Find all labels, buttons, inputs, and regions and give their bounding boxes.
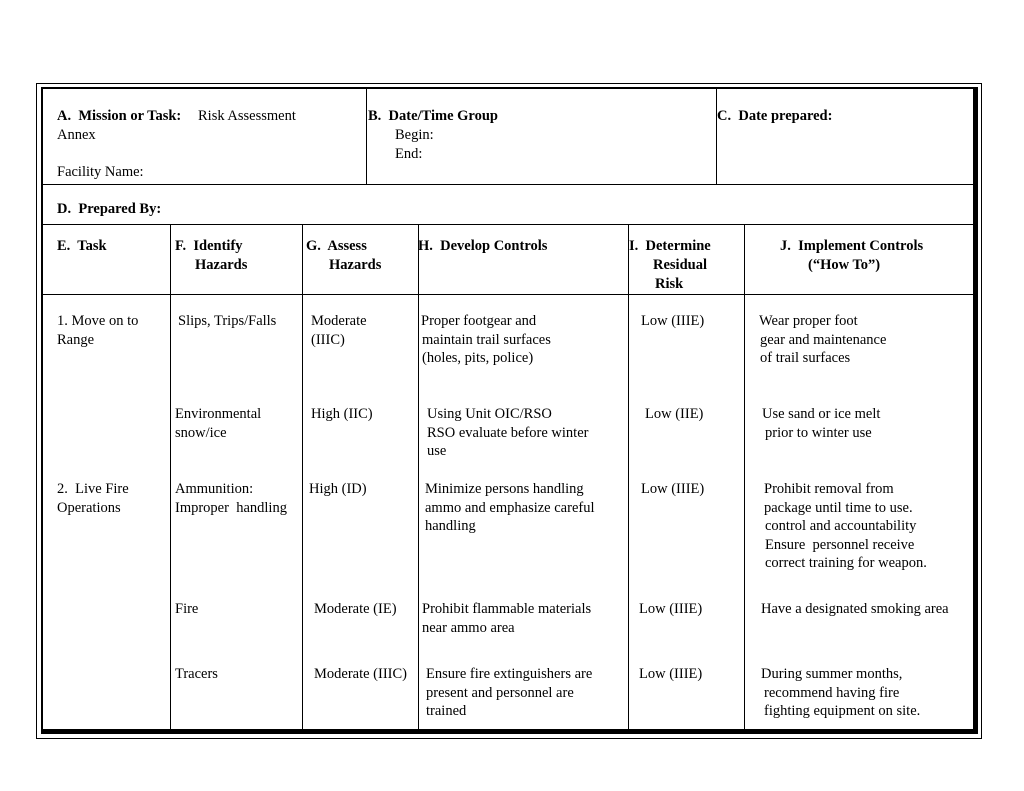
begin-label: Begin: <box>395 127 434 143</box>
col-assess-line2: Hazards <box>329 257 382 273</box>
end-label: End: <box>395 146 423 162</box>
cell-residual: Low (IIIE) <box>639 601 703 617</box>
cell-task: Range <box>57 331 95 348</box>
cell-implement: control and accountability <box>765 518 917 534</box>
col-hazards-line2: Hazards <box>195 257 248 273</box>
cell-hazard: Fire <box>175 601 199 617</box>
cell-controls: use <box>427 443 447 459</box>
cell-controls: Ensure fire extinguishers are <box>426 666 593 682</box>
cell-implement: Prohibit removal from <box>764 481 894 497</box>
cell-assess: Moderate <box>311 313 367 329</box>
date-time-group-label: B. Date/Time Group <box>368 108 498 124</box>
cell-controls: ammo and emphasize careful <box>425 499 595 516</box>
cell-residual: Low (IIIE) <box>641 481 705 497</box>
cell-implement: Use sand or ice melt <box>762 406 881 422</box>
cell-assess: High (IIC) <box>311 406 373 422</box>
mission-label: A. Mission or Task: <box>57 108 182 124</box>
cell-assess: Moderate (IIIC) <box>314 666 407 682</box>
prepared-by-label: D. Prepared By: <box>57 201 162 217</box>
col-controls: H. Develop Controls <box>418 238 548 254</box>
col-residual-line3: Risk <box>655 276 684 292</box>
mission-value-line2: Annex <box>57 127 96 143</box>
cell-hazard: Improper handling <box>175 499 287 516</box>
col-task: E. Task <box>57 238 107 254</box>
cell-implement: recommend having fire <box>764 684 900 701</box>
cell-task: 2. Live Fire <box>57 481 129 497</box>
cell-implement: of trail surfaces <box>760 350 851 366</box>
divider-prepared <box>43 224 975 225</box>
cell-hazard: Slips, Trips/Falls <box>178 313 277 329</box>
cell-controls: (holes, pits, police) <box>422 350 534 366</box>
cell-controls: Minimize persons handling <box>425 481 584 497</box>
cell-controls: Using Unit OIC/RSO <box>427 406 552 422</box>
cell-residual: Low (IIE) <box>645 406 704 422</box>
col-implement-line2: (“How To”) <box>808 257 881 273</box>
cell-assess: High (ID) <box>309 481 367 497</box>
cell-implement: correct training for weapon. <box>765 555 927 571</box>
cell-hazard: snow/ice <box>175 424 227 441</box>
divider-ab <box>366 89 367 184</box>
cell-hazard: Environmental <box>175 406 262 422</box>
divider-ef <box>170 224 171 729</box>
divider-bc <box>716 89 717 184</box>
cell-implement: package until time to use. <box>764 499 913 516</box>
cell-controls: Prohibit flammable materials <box>422 601 592 617</box>
cell-controls: near ammo area <box>422 619 515 636</box>
cell-hazard: Tracers <box>175 666 218 682</box>
cell-implement: Ensure personnel receive <box>765 536 915 553</box>
cell-controls: RSO evaluate before winter <box>427 424 589 441</box>
cell-implement: fighting equipment on site. <box>764 703 921 719</box>
cell-controls: maintain trail surfaces <box>422 331 551 348</box>
col-residual: I. Determine <box>629 238 711 254</box>
col-implement: J. Implement Controls <box>780 238 924 254</box>
col-assess: G. Assess <box>306 238 367 254</box>
divider-columns <box>43 294 975 295</box>
cell-task: 1. Move on to <box>57 313 139 329</box>
cell-controls: trained <box>426 703 467 719</box>
divider-hi <box>628 224 629 729</box>
cell-task: Operations <box>57 499 121 516</box>
divider-ij <box>744 224 745 729</box>
cell-assess: Moderate (IE) <box>314 601 397 617</box>
cell-implement: prior to winter use <box>765 424 872 441</box>
divider-fg <box>302 224 303 729</box>
cell-assess: (IIIC) <box>311 331 345 348</box>
cell-residual: Low (IIIE) <box>641 313 705 329</box>
cell-controls: present and personnel are <box>426 684 574 701</box>
cell-residual: Low (IIIE) <box>639 666 703 682</box>
cell-controls: Proper footgear and <box>421 313 537 329</box>
cell-controls: handling <box>425 518 476 534</box>
cell-implement: Have a designated smoking area <box>761 601 949 617</box>
cell-hazard: Ammunition: <box>175 481 254 497</box>
divider-header <box>43 184 975 185</box>
mission-value: Risk Assessment <box>198 108 296 124</box>
col-hazards: F. Identify <box>175 238 243 254</box>
cell-implement: gear and maintenance <box>760 331 887 348</box>
date-prepared-label: C. Date prepared: <box>717 108 833 124</box>
col-residual-line2: Residual <box>653 257 707 273</box>
divider-gh <box>418 224 419 729</box>
cell-implement: During summer months, <box>761 666 903 682</box>
facility-name-label: Facility Name: <box>57 164 144 180</box>
cell-implement: Wear proper foot <box>759 313 858 329</box>
